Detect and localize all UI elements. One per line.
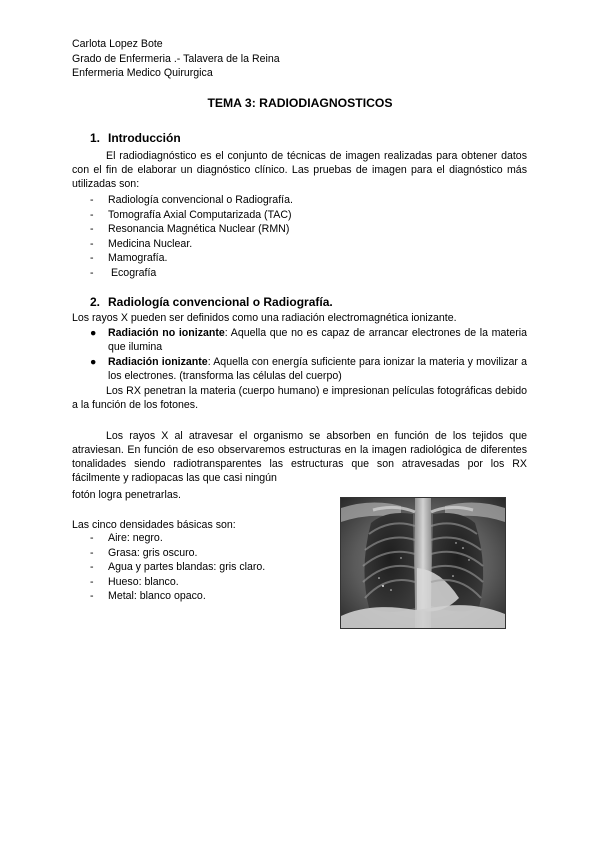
section-1-intro: El radiodiagnóstico es el conjunto de técnicas de imagen realizadas para obtener datos con el fin de elaborar un diagnóstico clínico. Las pruebas de imagen para el diagnóstico más utilizadas son: <box>72 150 527 190</box>
chest-xray-graphic <box>341 498 505 628</box>
author-name: Carlota Lopez Bote <box>72 38 163 50</box>
imaging-tests-list <box>90 193 293 280</box>
list-item <box>90 326 527 354</box>
chest-xray-image <box>340 497 506 629</box>
section-1-number: 1. <box>90 131 101 145</box>
list-item: - Grasa: gris oscuro. <box>90 546 198 559</box>
rx-absorption-paragraph: Los rayos X al atravesar el organismo se absorben en función de los tejidos que atraviesan. En función de eso observaremos estructuras en la imagen radiológica de diferentes tonalidades siendo radiotransparentes las estructuras que son atravesadas por los RX fácilmente y radiopacas las que casi ningún <box>72 430 527 484</box>
densities-intro: Las cinco densidades básicas son: <box>72 519 236 531</box>
bullet-term: Radiación ionizante <box>108 356 208 368</box>
section-2-number: 2. <box>90 295 101 309</box>
list-item: - Tomografía Axial Computarizada (TAC) <box>90 208 292 221</box>
bullet-text: : Aquella con energía suficiente para ionizar la materia y movilizar a los electrones. (transforma las células del cuerpo) <box>108 356 527 382</box>
page-title: TEMA 3: RADIODIAGNOSTICOS <box>207 96 393 110</box>
list-item: - Medicina Nuclear. <box>90 237 193 250</box>
list-item: - Hueso: blanco. <box>90 575 179 588</box>
rx-absorption-paragraph-end: fotón logra penetrarlas. <box>72 489 181 501</box>
bullet-icon: ● <box>90 327 97 339</box>
bullet-text: : Aquella que no es capaz de arrancar electrones de la materia que ilumina <box>108 327 527 353</box>
section-2-title: Radiología convencional o Radiografía. <box>108 295 333 309</box>
section-1-heading <box>90 131 181 145</box>
subject-line: Enfermeria Medico Quirurgica <box>72 67 213 79</box>
section-2-intro: Los rayos X pueden ser definidos como una radiación electromagnética ionizante. <box>72 312 457 324</box>
radiation-types-list <box>90 326 527 384</box>
section-1-title: Introducción <box>108 131 181 145</box>
section-2-heading <box>90 295 333 309</box>
list-item: - Metal: blanco opaco. <box>90 590 206 602</box>
degree-line: Grado de Enfermeria .- Talavera de la Reina <box>72 52 280 65</box>
bullet-term: Radiación no ionizante <box>108 327 225 339</box>
list-item: - Resonancia Magnética Nuclear (RMN) <box>90 223 290 235</box>
bullet-icon: ● <box>90 356 97 368</box>
densities-list <box>90 531 265 604</box>
list-item: - Aire: negro. <box>90 532 163 544</box>
list-item: - Radiología convencional o Radiografía. <box>90 194 293 206</box>
rx-penetration-paragraph: Los RX penetran la materia (cuerpo humano) e impresionan películas fotográficas debido a la función de los fotones. <box>72 385 527 411</box>
document-header <box>72 37 280 81</box>
list-item: - Mamografía. <box>90 252 168 264</box>
list-item: - Agua y partes blandas: gris claro. <box>90 561 266 573</box>
list-item <box>90 355 527 383</box>
list-item: - Ecografía <box>90 266 157 279</box>
